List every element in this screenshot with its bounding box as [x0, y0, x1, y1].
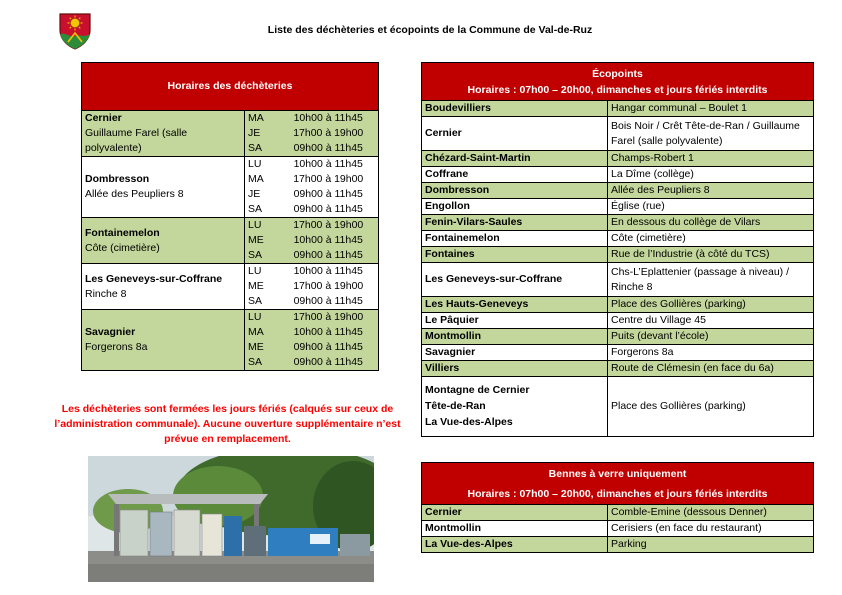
- ecopoint-place: Fenin-Vilars-Saules: [422, 215, 608, 231]
- ecopoint-row: [422, 247, 814, 263]
- ecopoint-row: [422, 167, 814, 183]
- benne-row: [422, 537, 814, 553]
- slot-hours: 09h00 à 11h45: [293, 356, 363, 368]
- slot-day: ME: [248, 341, 264, 353]
- ecopoint-location: Rue de l’Industrie (à côté du TCS): [608, 247, 814, 263]
- holiday-closure-warning: Les déchèteries sont fermées les jours fériés (calqués sur ceux de l’administration communale). Aucune ouverture supplémentaire n’est prévue en remplacement.: [54, 403, 401, 445]
- slot-hours: 10h00 à 11h45: [293, 234, 363, 246]
- benne-location: Parking: [608, 537, 814, 553]
- ecopoints-table: [421, 62, 814, 437]
- decheteries-table: [81, 62, 379, 371]
- slot-hours: 09h00 à 11h45: [293, 249, 363, 261]
- ecopoint-place: Les Geneveys-sur-Coffrane: [422, 263, 608, 297]
- benne-location: Comble-Emine (dessous Denner): [608, 505, 814, 521]
- decheterie-slot-row: [82, 264, 379, 280]
- ecopoint-row: [422, 313, 814, 329]
- decheterie-slot-row: [82, 310, 379, 326]
- ecopoints-title: Écopoints: [592, 68, 643, 80]
- ecopoint-place: Fontainemelon: [422, 231, 608, 247]
- decheterie-address: Guillaume Farel (salle polyvalente): [85, 127, 188, 154]
- slot-hours: 17h00 à 19h00: [279, 310, 379, 326]
- ecopoint-row: [422, 361, 814, 377]
- decheterie-name: Savagnier: [85, 326, 136, 338]
- slot-day: SA: [248, 356, 263, 368]
- decheterie-name: Cernier: [85, 112, 122, 124]
- ecopoint-location: Côte (cimetière): [608, 231, 814, 247]
- ecopoint-place: Les Hauts-Geneveys: [422, 297, 608, 313]
- decheterie-name: Les Geneveys-sur-Coffrane: [85, 272, 223, 285]
- ecopoint-place: Dombresson: [422, 183, 608, 199]
- slot-hours: 17h00 à 19h00: [279, 218, 379, 234]
- slot-hours: 17h00 à 19h00: [293, 280, 364, 292]
- benne-row: [422, 505, 814, 521]
- decheterie-address: Forgerons 8a: [85, 341, 148, 353]
- decheterie-slot-row: [82, 111, 379, 127]
- ecopoint-location: Bois Noir / Crêt Tête-de-Ran / Guillaume Farel (salle polyvalente): [608, 117, 814, 151]
- decheterie-address: Allée des Peupliers 8: [85, 188, 184, 200]
- slot-day: JE: [248, 188, 261, 200]
- slot-hours: 10h00 à 11h45: [293, 326, 363, 338]
- slot-day: MA: [248, 173, 264, 185]
- slot-day: MA: [245, 111, 279, 127]
- commune-coat-of-arms-logo: [58, 12, 92, 50]
- slot-day: ME: [248, 280, 264, 292]
- slot-day: SA: [248, 249, 263, 261]
- decheterie-site: [82, 310, 245, 371]
- slot-hours: 17h00 à 19h00: [293, 173, 364, 185]
- ecopoint-row: [422, 345, 814, 361]
- ecopoint-location: Champs-Robert 1: [608, 151, 814, 167]
- ecopoint-row: [422, 117, 814, 151]
- bennes-verre-table: [421, 462, 814, 553]
- benne-place: Cernier: [422, 505, 608, 521]
- slot-day: ME: [248, 234, 264, 246]
- ecopoint-location: Forgerons 8a: [608, 345, 814, 361]
- ecopoint-row: [422, 215, 814, 231]
- ecopoint-multi-place: Montagne de Cernier: [425, 384, 530, 396]
- slot-day: SA: [248, 295, 263, 307]
- slot-day: LU: [245, 218, 279, 234]
- bennes-hours: Horaires : 07h00 – 20h00, dimanches et jours fériés interdits: [467, 488, 768, 500]
- ecopoint-multi-place: La Vue-des-Alpes: [425, 416, 513, 428]
- bennes-header: [422, 463, 814, 505]
- ecopoints-hours: Horaires : 07h00 – 20h00, dimanches et jours fériés interdits: [467, 84, 768, 96]
- decheterie-name: Fontainemelon: [85, 226, 160, 239]
- ecopoints-header: [422, 63, 814, 101]
- ecopoint-place: Chézard-Saint-Martin: [422, 151, 608, 167]
- ecopoint-row: [422, 263, 814, 297]
- decheterie-site: [82, 157, 245, 218]
- slot-day: JE: [248, 127, 261, 139]
- ecopoint-place: Villiers: [422, 361, 608, 377]
- ecopoint-location: Puits (devant l’école): [608, 329, 814, 345]
- slot-hours: 10h00 à 11h45: [279, 111, 379, 127]
- ecopoint-location: La Dîme (collège): [608, 167, 814, 183]
- ecopoint-location: Église (rue): [608, 199, 814, 215]
- ecopoint-place: Fontaines: [422, 247, 608, 263]
- ecopoint-place: Le Pâquier: [422, 313, 608, 329]
- ecopoint-place: Savagnier: [422, 345, 608, 361]
- ecopoint-place: Boudevilliers: [422, 101, 608, 117]
- benne-location: Cerisiers (en face du restaurant): [608, 521, 814, 537]
- slot-day: SA: [248, 203, 263, 215]
- ecopoint-location: Place des Gollières (parking): [608, 297, 814, 313]
- slot-day: LU: [245, 264, 279, 280]
- ecopoint-row: [422, 151, 814, 167]
- decheterie-site: [82, 264, 245, 310]
- decheterie-photo: [88, 456, 374, 582]
- benne-place: Montmollin: [422, 521, 608, 537]
- slot-hours: 09h00 à 11h45: [293, 142, 363, 154]
- ecopoint-multi-places: [422, 377, 608, 437]
- ecopoint-multi-location: Place des Gollières (parking): [608, 377, 814, 437]
- ecopoint-row: [422, 329, 814, 345]
- ecopoint-row: [422, 183, 814, 199]
- ecopoint-place: Cernier: [422, 117, 608, 151]
- slot-day: LU: [245, 157, 279, 173]
- decheterie-name: Dombresson: [85, 173, 150, 185]
- slot-hours: 09h00 à 11h45: [293, 203, 363, 215]
- decheteries-header: Horaires des déchèteries: [82, 63, 379, 111]
- slot-hours: 10h00 à 11h45: [279, 157, 379, 173]
- slot-day: LU: [245, 310, 279, 326]
- ecopoint-row-multi: [422, 377, 814, 437]
- slot-hours: 09h00 à 11h45: [293, 295, 363, 307]
- ecopoint-location: Route de Clémesin (en face du 6a): [608, 361, 814, 377]
- ecopoint-row: [422, 199, 814, 215]
- ecopoint-row: [422, 297, 814, 313]
- slot-hours: 17h00 à 19h00: [293, 127, 364, 139]
- decheterie-address: Rinche 8: [85, 287, 127, 300]
- ecopoint-location: En dessous du collège de Vilars: [608, 215, 814, 231]
- benne-place: La Vue-des-Alpes: [422, 537, 608, 553]
- ecopoint-location: Chs-L’Eplattenier (passage à niveau) / Rinche 8: [608, 263, 814, 297]
- slot-hours: 10h00 à 11h45: [279, 264, 379, 280]
- bennes-title: Bennes à verre uniquement: [548, 468, 687, 480]
- decheterie-site: [82, 111, 245, 157]
- slot-day: SA: [248, 142, 263, 154]
- ecopoint-place: Montmollin: [422, 329, 608, 345]
- slot-day: MA: [248, 326, 264, 338]
- ecopoint-place: Coffrane: [422, 167, 608, 183]
- slot-hours: 09h00 à 11h45: [293, 341, 363, 353]
- decheterie-site: [82, 218, 245, 264]
- ecopoint-row: [422, 231, 814, 247]
- benne-row: [422, 521, 814, 537]
- ecopoint-row: [422, 101, 814, 117]
- ecopoint-multi-place: Tête-de-Ran: [425, 400, 486, 412]
- decheterie-address: Côte (cimetière): [85, 241, 160, 254]
- slot-hours: 09h00 à 11h45: [293, 188, 363, 200]
- ecopoint-location: Centre du Village 45: [608, 313, 814, 329]
- ecopoint-location: Allée des Peupliers 8: [608, 183, 814, 199]
- decheterie-slot-row: [82, 157, 379, 173]
- page-title: Liste des déchèteries et écopoints de la Commune de Val-de-Ruz: [267, 24, 593, 36]
- ecopoint-location: Hangar communal – Boulet 1: [608, 101, 814, 117]
- ecopoint-place: Engollon: [422, 199, 608, 215]
- decheterie-slot-row: [82, 218, 379, 234]
